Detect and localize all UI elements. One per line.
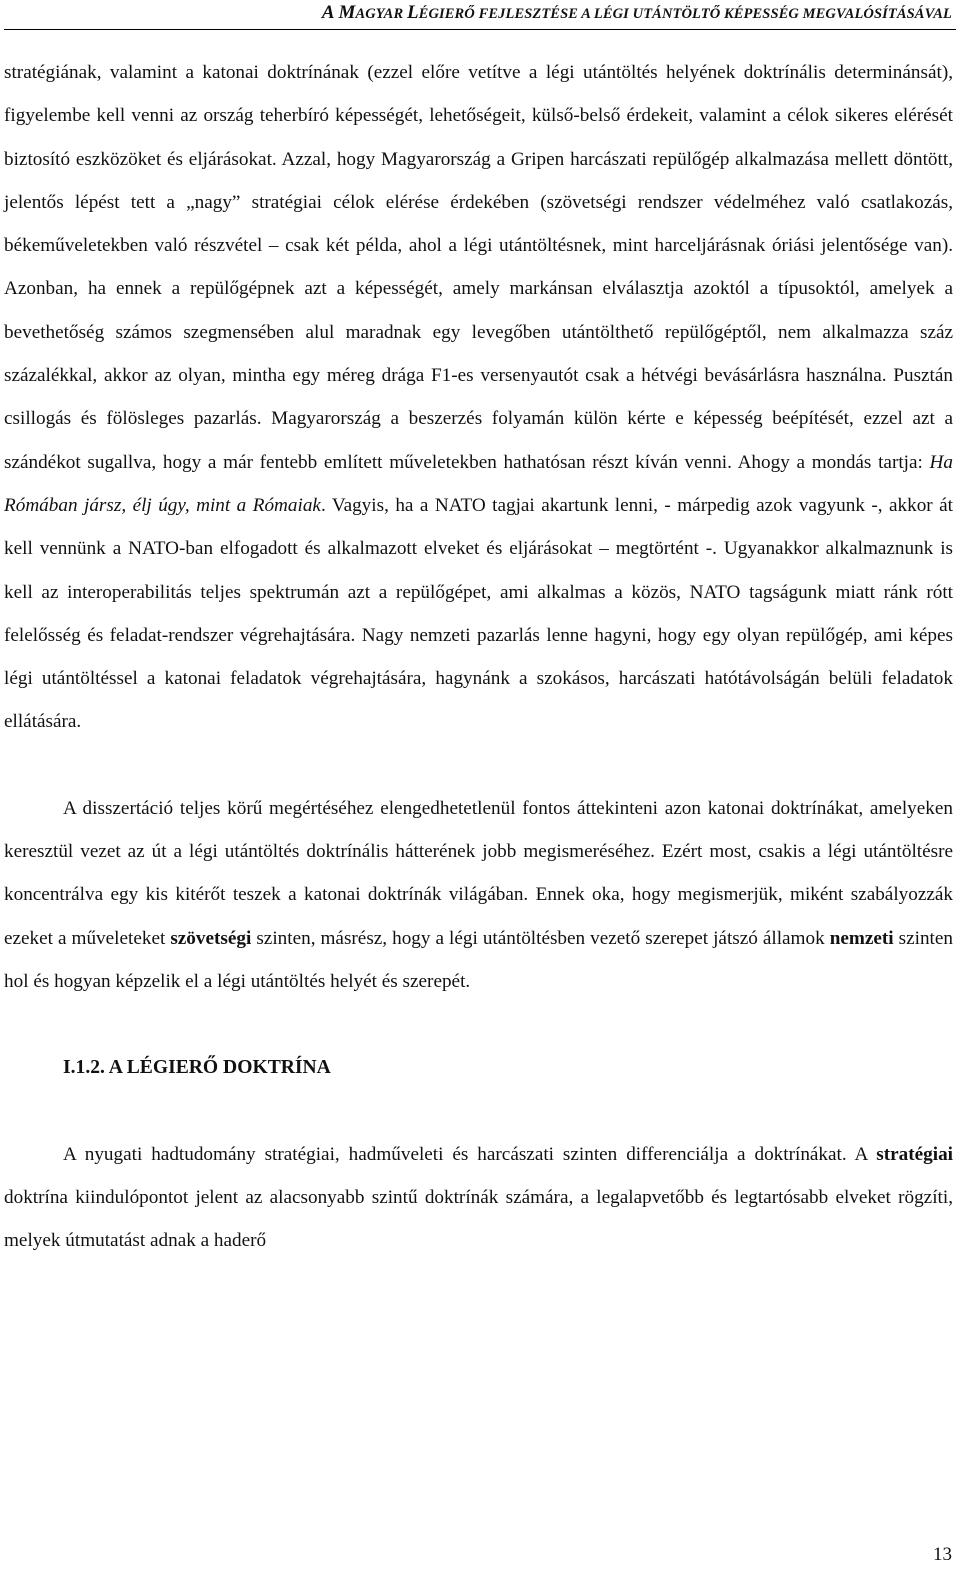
running-header: [0, 0, 960, 32]
page-body: [4, 51, 953, 1262]
paragraph: stratégiának, valamint a katonai doktrínának (ezzel előre vetítve a légi utántöltés helyének doktrínális determinánsát), figyelembe kell venni az ország teherbíró képességét, lehetőségeit, külső-belső érdekeit, valamint a célok sikeres elérését biztosító eszközöket és eljárásokat. Azzal, hogy Magyarország a Gripen harcászati repülőgép alkalmazása mellett döntött, jelentős lépést tett a „nagy” stratégiai célok elérése érdekében (szövetségi rendszer védelméhez való csatlakozás, békeműveletekben való részvétel – csak két példa, ahol a légi utántöltésnek, mint harceljárásnak óriási jelentősége van). Azonban, ha ennek a repülőgépnek azt a képességét, amely markánsan elválasztja azoktól a típusoktól, amelyek a bevethetőség számos szegmensében alul maradnak egy levegőben utántölthető repülőgéptől, nem alkalmazza száz százalékkal, akkor az olyan, mintha egy méreg drága F1-es versenyautót csak a hétvégi bevásárlásra használna. Pusztán csillogás és fölösleges pazarlás. Magyarország a beszerzés folyamán külön kérte e képesség beépítését, ezzel azt a szándékot sugallva, hogy a már fentebb említett műveletekben hathatósan részt kíván venni. Ahogy a mondás tartja: Ha Rómában jársz, élj úgy, mint a Rómaiak. Vagyis, ha a NATO tagjai akartunk lenni, - márpedig azok vagyunk -, akkor át kell vennünk a NATO-ban elfogadott és alkalmazott elveket és eljárásokat – megtörtént -. Ugyanakkor alkalmaznunk is kell az interoperabilitás teljes spektrumán azt a repülőgépet, ami alkalmas a közös, NATO tagságunk miatt ránk rótt felelősség és feladat-rendszer végrehajtására. Nagy nemzeti pazarlás lenne hagyni, hogy egy olyan repülőgép, ami képes légi utántöltéssel a katonai feladatok végrehajtására, hagynánk a szokásos, harcászati hatótávolságán belüli feladatok ellátására.: [4, 62, 954, 733]
paragraph: A disszertáció teljes körű megértéséhez elengedhetetlenül fontos áttekinteni azon katonai doktrínákat, amelyeken keresztül vezet az út a légi utántöltés doktrínális hátterének jobb megismeréséhez. Ezért most, csakis a légi utántöltésre koncentrálva egy kis kitérőt teszek a katonai doktrínák világában. Ennek oka, hogy megismerjük, miként szabályozzák ezeket a műveleteket szövetségi szinten, másrész, hogy a légi utántöltésben vezető szerepet játszó államok nemzeti szinten hol és hogyan képzelik el a légi utántöltés helyét és szerepét.: [4, 797, 953, 992]
quote-italic: Ha Rómában jársz, élj úgy, mint a Rómaiak: [4, 451, 953, 516]
section-heading: I.1.2. A LÉGIERŐ DOKTRÍNA: [63, 1057, 331, 1079]
emphasis-bold: szövetségi: [170, 927, 252, 949]
paragraph: A nyugati hadtudomány stratégiai, hadműveleti és harcászati szinten differenciálja a doktrínákat. A stratégiai doktrína kiindulópontot jelent az alacsonyabb szintű doktrínák számára, a legalapvetőbb és legtartósabb elveket rögzíti, melyek útmutatást adnak a haderő: [4, 1143, 953, 1252]
running-header-title: A MAGYAR LÉGIERŐ FEJLESZTÉSE A LÉGI UTÁNTÖLTŐ KÉPESSÉG MEGVALÓSÍTÁSÁVAL: [321, 2, 952, 23]
emphasis-bold: stratégiai: [876, 1143, 953, 1165]
header-divider: [4, 29, 956, 30]
emphasis-bold: nemzeti: [829, 927, 894, 949]
page-number: 13: [933, 1544, 952, 1565]
